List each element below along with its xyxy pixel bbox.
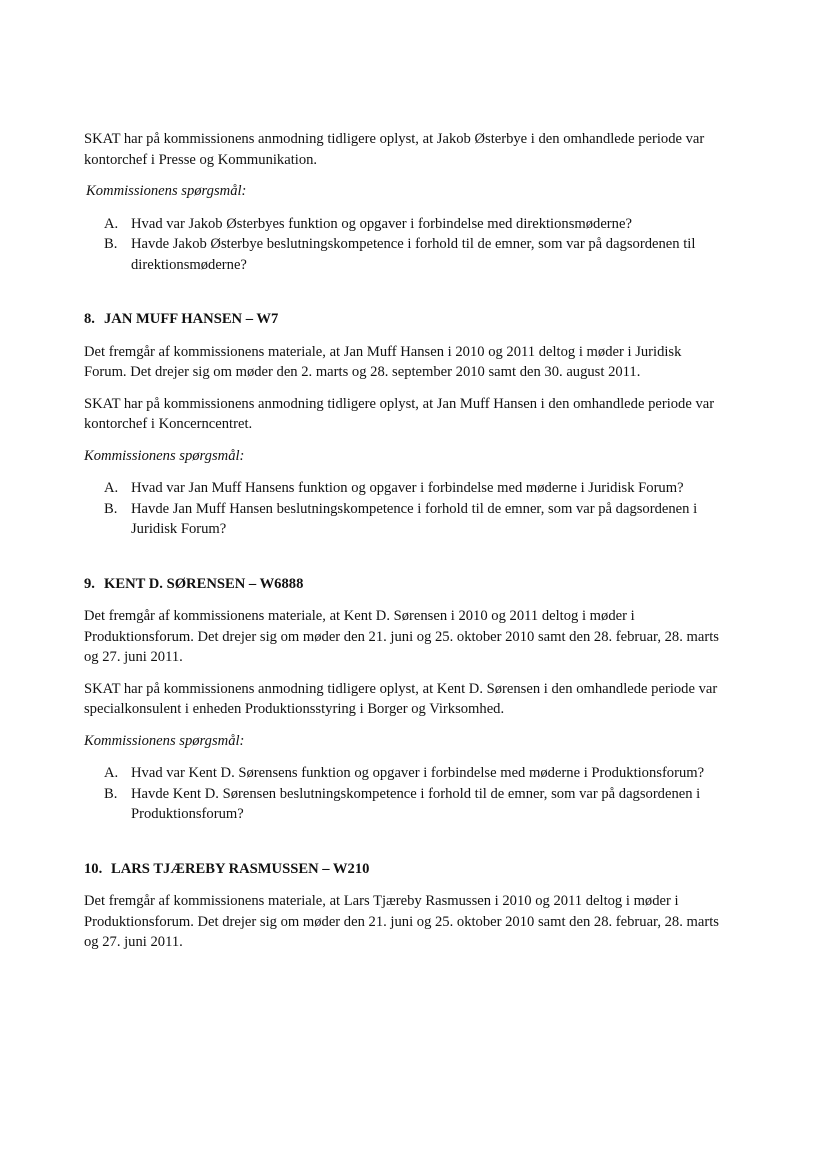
question-marker: A. bbox=[104, 765, 119, 781]
question-item bbox=[84, 784, 724, 825]
question-marker: B. bbox=[104, 500, 118, 517]
question-text: Havde Jakob Østerbye beslutningskompetence i forhold til de emner, som var på dagsordenen til direktionsmøderne? bbox=[131, 236, 696, 273]
section-title: LARS TJÆREBY RASMUSSEN – W210 bbox=[111, 860, 370, 877]
section-heading bbox=[84, 859, 724, 880]
section-paragraph: SKAT har på kommissionens anmodning tidligere oplyst, at Jan Muff Hansen i den omhandlede periode var kontorchef i Koncerncentret. bbox=[84, 395, 715, 432]
question-text: Havde Jan Muff Hansen beslutningskompetence i forhold til de emner, som var på dagsordenen i Juridisk Forum? bbox=[131, 500, 698, 537]
page-content bbox=[84, 129, 724, 964]
section-heading bbox=[84, 309, 724, 330]
question-item bbox=[84, 234, 724, 275]
question-marker: B. bbox=[104, 236, 118, 252]
question-item bbox=[84, 478, 724, 499]
section-paragraph: Det fremgår af kommissionens materiale, at Jan Muff Hansen i 2010 og 2011 deltog i møder i Juridisk Forum. Det drejer sig om møder den 2. marts og 28. september 2010 samt den 30. august 2011. bbox=[84, 343, 682, 380]
section-9 bbox=[84, 574, 724, 825]
question-label: Kommissionens spørgsmål: bbox=[84, 732, 245, 749]
question-text: Hvad var Kent D. Sørensens funktion og opgaver i forbindelse med møderne i Produktionsforum? bbox=[131, 765, 705, 781]
question-marker: A. bbox=[104, 480, 119, 496]
question-marker: B. bbox=[104, 785, 118, 802]
section-paragraph: SKAT har på kommissionens anmodning tidligere oplyst, at Kent D. Sørensen i den omhandlede periode var specialkonsulent i enheden Produktionsstyring i Borger og Virksomhed. bbox=[84, 680, 718, 717]
section-8 bbox=[84, 309, 724, 540]
question-text: Havde Kent D. Sørensen beslutningskompetence i forhold til de emner, som var på dagsordenen i Produktionsforum? bbox=[131, 785, 701, 822]
section-title: JAN MUFF HANSEN – W7 bbox=[104, 311, 279, 327]
question-list bbox=[84, 763, 724, 825]
question-list bbox=[84, 214, 724, 276]
section-number: 8. bbox=[84, 311, 95, 327]
question-item bbox=[84, 499, 724, 540]
question-list bbox=[84, 478, 724, 540]
question-text: Hvad var Jakob Østerbyes funktion og opgaver i forbindelse med direktionsmøderne? bbox=[131, 215, 632, 232]
section-paragraph: Det fremgår af kommissionens materiale, at Kent D. Sørensen i 2010 og 2011 deltog i møder i Produktionsforum. Det drejer sig om møder den 21. juni og 25. oktober 2010 samt den 28. februar, 28. marts og 27. juni 2011. bbox=[84, 608, 719, 665]
question-item bbox=[84, 214, 724, 235]
question-item bbox=[84, 763, 724, 784]
section-title: KENT D. SØRENSEN – W6888 bbox=[104, 575, 304, 592]
section-paragraph: Det fremgår af kommissionens materiale, at Lars Tjæreby Rasmussen i 2010 og 2011 deltog i møder i Produktionsforum. Det drejer sig om møder den 21. juni og 25. oktober 2010 samt den 28. februar, 28. marts og 27. juni 2011. bbox=[84, 893, 719, 950]
section-number: 9. bbox=[84, 575, 95, 592]
section-number: 10. bbox=[84, 860, 103, 877]
question-label: Kommissionens spørgsmål: bbox=[86, 183, 247, 199]
intro-paragraph: SKAT har på kommissionens anmodning tidligere oplyst, at Jakob Østerbye i den omhandlede periode var kontorchef i Presse og Kommunikation. bbox=[84, 131, 705, 168]
section-heading bbox=[84, 574, 724, 595]
question-label: Kommissionens spørgsmål: bbox=[84, 447, 245, 464]
question-marker: A. bbox=[104, 215, 119, 232]
question-text: Hvad var Jan Muff Hansens funktion og opgaver i forbindelse med møderne i Juridisk Forum? bbox=[131, 480, 684, 496]
section-10 bbox=[84, 859, 724, 953]
